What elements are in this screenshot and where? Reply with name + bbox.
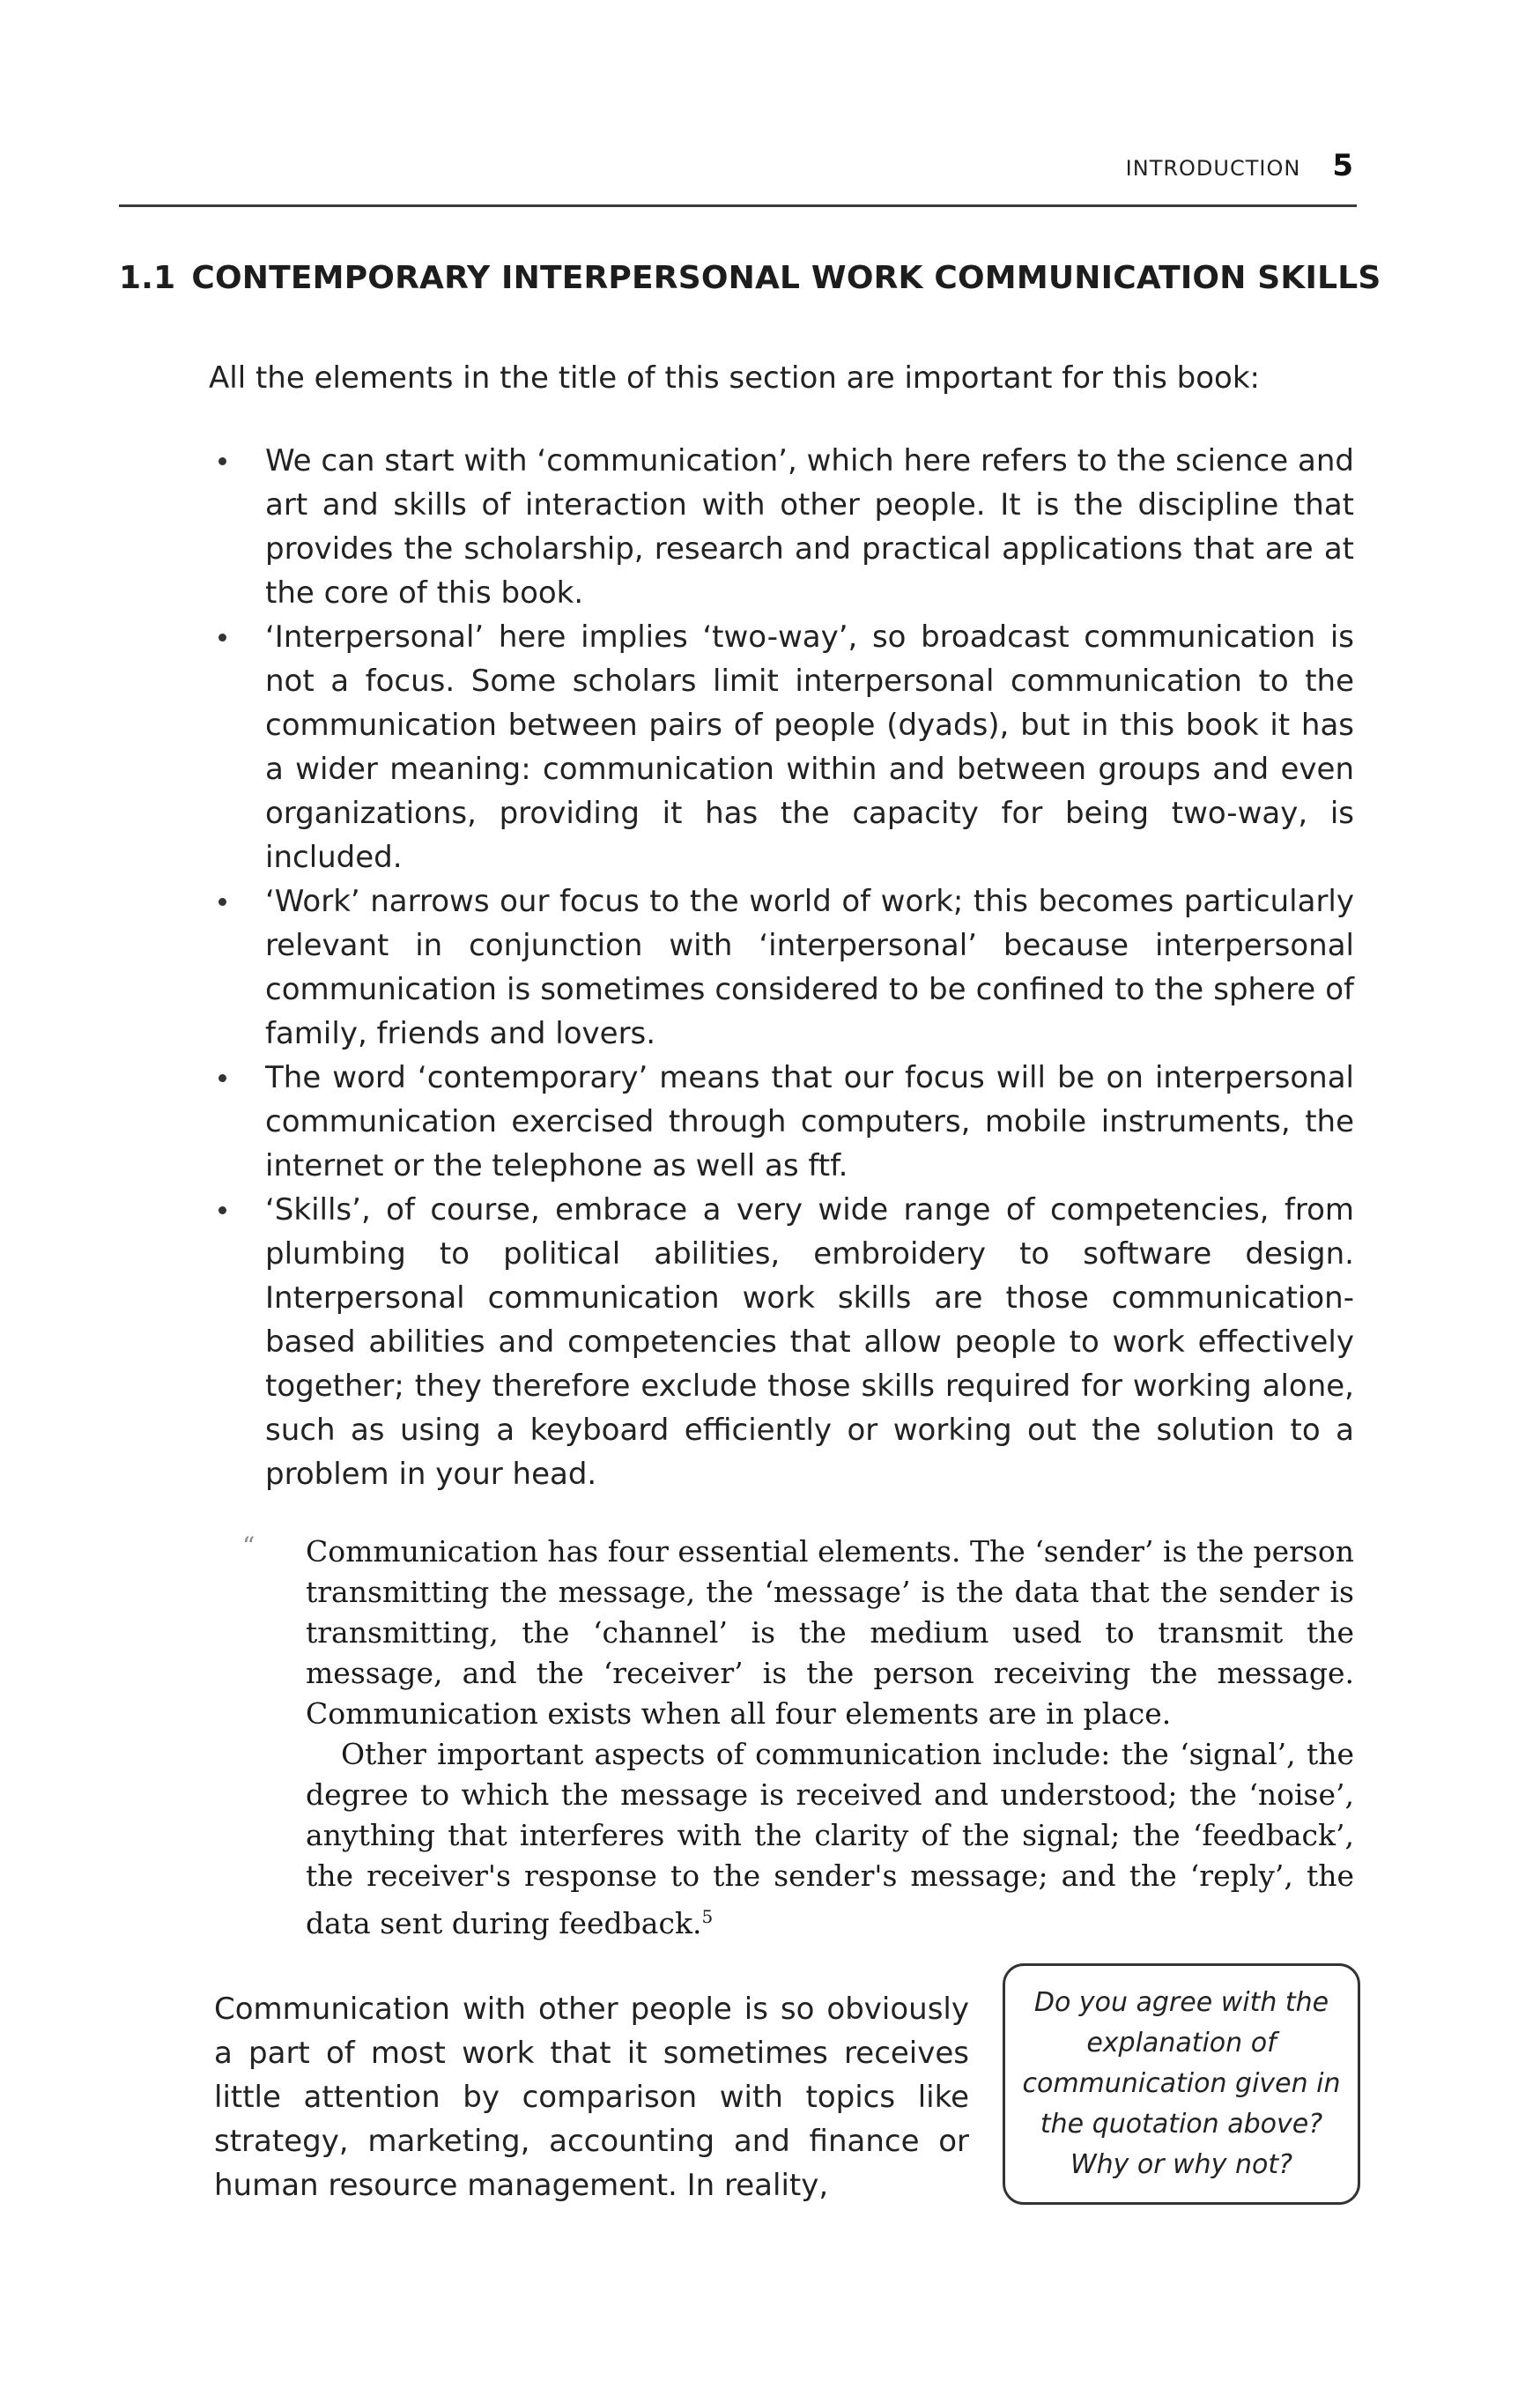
intro-sentence: All the elements in the title of this section are important for this book: [209, 360, 1260, 396]
running-header [1126, 148, 1353, 183]
section-title: CONTEMPORARY INTERPERSONAL WORK COMMUNICATION SKILLS [191, 260, 1381, 296]
quote-paragraph-2 [242, 1734, 1354, 1944]
bullet-text: The word ‘contemporary’ means that our focus will be on interpersonal communication exercised through computers, mobile instruments, the internet or the telephone as well as ftf. [265, 1060, 1354, 1183]
quotation-mark-icon: “ [242, 1532, 255, 1561]
bullet-text: ‘Work’ narrows our focus to the world of work; this becomes particularly relevant in conjunction with ‘interpersonal’ because interpersonal communication is sometimes considered to be confined to the sphere of family, friends and lovers. [265, 884, 1354, 1051]
running-header-section: INTRODUCTION [1125, 156, 1301, 181]
section-heading [119, 260, 1396, 296]
bullet-item [209, 879, 1354, 1056]
footnote-reference: 5 [701, 1906, 714, 1927]
callout-text: Do you agree with the explanation of communication given in the quotation above? Why or why not? [1022, 1987, 1341, 2180]
bullet-icon [218, 1074, 226, 1082]
bullet-item [209, 439, 1354, 615]
bullet-item [209, 1056, 1354, 1188]
bullet-text: We can start with ‘communication’, which here refers to the science and art and skills of interaction with other people. It is the discipline that provides the scholarship, research and practical applications that are at the core of this book. [265, 443, 1354, 611]
bullet-item [209, 1188, 1354, 1496]
block-quote [242, 1532, 1354, 1944]
quote-paragraph-1-text: Communication has four essential elements. The ‘sender’ is the person transmitting the message, the ‘message’ is the data that the sender is transmitting, the ‘channel’ is the medium used to transmit the message, and the ‘receiver’ is the person receiving the message. Communication exists when all four elements are in place. [306, 1534, 1354, 1731]
quote-paragraph-2-text: Other important aspects of communication include: the ‘signal’, the degree to which the message is received and understood; the ‘noise’, anything that interferes with the clarity of the signal; the ‘feedback’, the receiver's response to the sender's message; and the ‘reply’, the data sent during feedback. [306, 1737, 1354, 1940]
bullet-icon [218, 1206, 226, 1214]
closing-paragraph: Communication with other people is so obviously a part of most work that it sometimes receives little attention by comparison with topics like strategy, marketing, accounting and finance or human resource management. In reality, [214, 1992, 969, 2203]
section-number: 1.1 [119, 260, 176, 296]
bullet-list [209, 439, 1354, 1496]
bullet-icon [218, 634, 226, 642]
quote-paragraph-1 [242, 1532, 1354, 1734]
bullet-text: ‘Interpersonal’ here implies ‘two-way’, so broadcast communication is not a focus. Some scholars limit interpersonal communication to the communication between pairs of people (dyads), but in this book it has a wider meaning: communication within and between groups and even organizations, providing it has the capacity for being two-way, is included. [265, 619, 1354, 875]
bullet-item [209, 615, 1354, 879]
bullet-icon [218, 898, 226, 906]
reflection-callout-box [1003, 1963, 1360, 2205]
bullet-text: ‘Skills’, of course, embrace a very wide range of competencies, from plumbing to political abilities, embroidery to software design. Interpersonal communication work skills are those communication-based abilities and competencies that allow people to work effectively together; they therefore exclude those skills required for working alone, such as using a keyboard efficiently or working out the solution to a problem in your head. [265, 1192, 1354, 1492]
page-number: 5 [1332, 148, 1353, 183]
header-rule [119, 204, 1357, 207]
bullet-icon [218, 457, 226, 465]
